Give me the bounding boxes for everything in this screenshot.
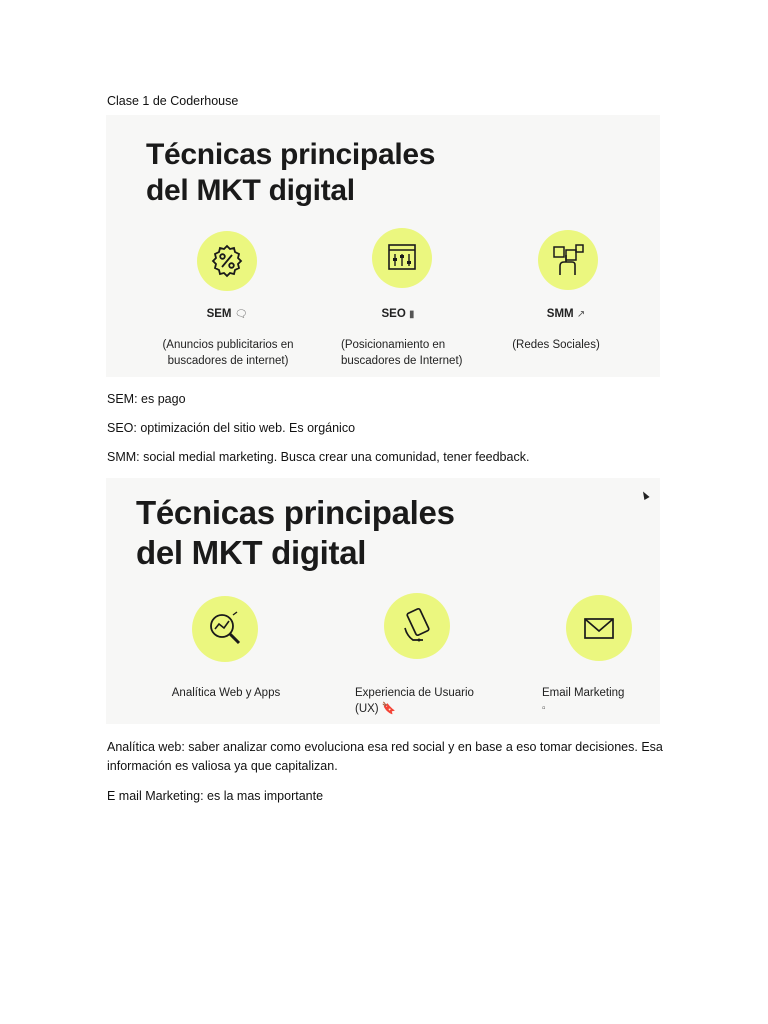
slide2-item-analytics: Analítica Web y Apps: [171, 687, 281, 699]
slide1-item-seo: SEO ▮: [381, 308, 415, 320]
mouse-cursor-icon: [640, 490, 649, 500]
slide2-item-ux: Experiencia de Usuario (UX) 🔖: [355, 687, 474, 715]
percent-badge-icon: [197, 231, 257, 291]
phone-hand-icon: [384, 593, 450, 659]
slide2-title-line1: Técnicas principales: [136, 494, 455, 531]
web-settings-icon: [372, 228, 432, 288]
doc-header: Clase 1 de Coderhouse: [107, 94, 239, 108]
slide1-title-line1: Técnicas principales: [146, 138, 436, 171]
slide1-smm-description: (Redes Sociales): [512, 339, 600, 351]
slide2-item-email: Email Marketing ▫: [542, 687, 625, 714]
slide1-title: [146, 137, 435, 209]
slide1-item-sem: SEM 🗨: [206, 308, 248, 320]
slide2-title-line2: del MKT digital: [136, 534, 367, 571]
social-media-hand-icon: [538, 230, 598, 290]
magnifier-chart-icon: [192, 596, 258, 662]
sem-note: SEM: es pago: [107, 392, 186, 406]
slide1-seo-description: (Posicionamiento en buscadores de Internet): [341, 339, 463, 367]
slide-image-2: [106, 478, 660, 724]
envelope-icon: [566, 595, 632, 661]
slide1-sem-description: (Anuncios publicitarios en buscadores de internet): [162, 339, 294, 367]
slide2-title: [136, 493, 455, 573]
seo-note: SEO: optimización del sitio web. Es orgánico: [107, 421, 356, 435]
smm-note: SMM: social medial marketing. Busca crear una comunidad, tener feedback.: [107, 450, 530, 464]
slide-image-1: [106, 115, 660, 377]
email-note: E mail Marketing: es la mas importante: [107, 789, 324, 803]
slide1-item-smm: SMM ↗: [546, 308, 586, 320]
analytics-note: Analítica web: saber analizar como evoluciona esa red social y en base a eso tomar decisiones. Esa información es valiosa ya que capitalizan.: [107, 740, 663, 773]
slide1-title-line2: del MKT digital: [146, 174, 355, 207]
